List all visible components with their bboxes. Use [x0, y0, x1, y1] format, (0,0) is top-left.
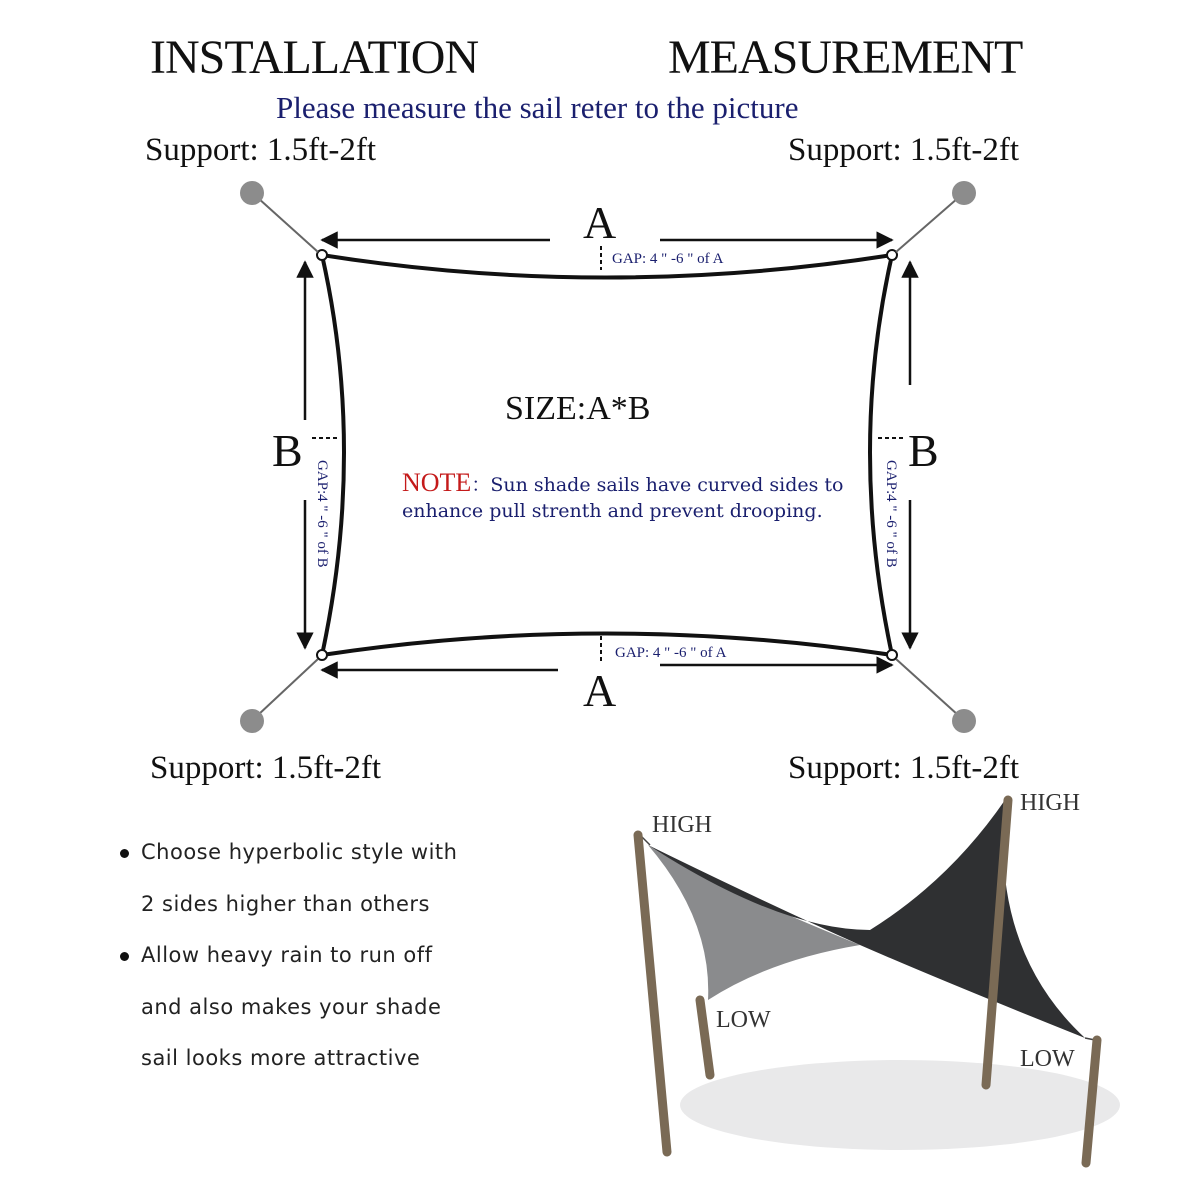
pole-low-right — [1086, 1040, 1097, 1163]
ground-shadow — [680, 1060, 1120, 1150]
installation-heading: INSTALLATION — [150, 31, 479, 84]
support-line-tr — [896, 198, 958, 252]
measurement-heading: MEASUREMENT — [668, 31, 1023, 84]
support-label-bottom-left: Support: 1.5ft-2ft — [150, 750, 381, 786]
bullet-dot-1 — [120, 849, 129, 858]
note-label: NOTE — [402, 468, 472, 497]
gap-b-left-label: GAP:4 " -6 " of B — [314, 460, 330, 568]
support-label-bottom-right: Support: 1.5ft-2ft — [788, 750, 1019, 786]
gap-a-bottom-label: GAP: 4 " -6 " of A — [615, 645, 727, 661]
support-line-br — [896, 659, 958, 715]
label-high-right: HIGH — [1020, 790, 1080, 816]
pole-low-left — [700, 1000, 710, 1075]
note-line-1: ：Sun shade sails have curved sides to — [471, 474, 844, 496]
dimension-b-right: B — [908, 425, 939, 476]
support-label-top-right: Support: 1.5ft-2ft — [788, 132, 1019, 168]
support-pole-br — [952, 709, 976, 733]
bullet-1-line-1: Choose hyperbolic style with — [120, 840, 457, 864]
support-pole-tr — [952, 181, 976, 205]
bullet-2-line-2: and also makes your shade — [141, 995, 442, 1019]
support-line-bl — [258, 659, 318, 715]
corner-ring-tr — [887, 250, 897, 260]
sail-light — [648, 845, 860, 1000]
corner-ring-br — [887, 650, 897, 660]
bullet-2-line-3: sail looks more attractive — [141, 1046, 421, 1070]
corner-ring-bl — [317, 650, 327, 660]
note-block — [402, 468, 843, 498]
label-low-right: LOW — [1020, 1046, 1075, 1072]
support-label-top-left: Support: 1.5ft-2ft — [145, 132, 376, 168]
size-formula: SIZE:A*B — [505, 390, 651, 427]
corner-ring-tl — [317, 250, 327, 260]
support-pole-bl — [240, 709, 264, 733]
bullet-dot-2 — [120, 952, 129, 961]
note-line-2: enhance pull strenth and prevent drooping. — [402, 500, 823, 522]
sail-outline — [322, 255, 892, 655]
gap-a-top-label: GAP: 4 " -6 " of A — [612, 251, 724, 267]
dimension-a-bottom: A — [583, 665, 617, 716]
dimension-b-left: B — [272, 425, 303, 476]
label-low-left: LOW — [716, 1007, 771, 1033]
gap-b-right-label: GAP:4 " -6 " of B — [883, 460, 899, 568]
label-high-left: HIGH — [652, 812, 712, 838]
bullet-1-line-2: 2 sides higher than others — [141, 892, 430, 916]
dimension-a-top: A — [583, 197, 617, 248]
support-pole-tl — [240, 181, 264, 205]
support-line-tl — [258, 198, 318, 252]
pole-high-left — [638, 835, 667, 1152]
bullet-2-line-1: Allow heavy rain to run off — [120, 943, 433, 967]
subtitle: Please measure the sail reter to the picture — [276, 90, 799, 125]
